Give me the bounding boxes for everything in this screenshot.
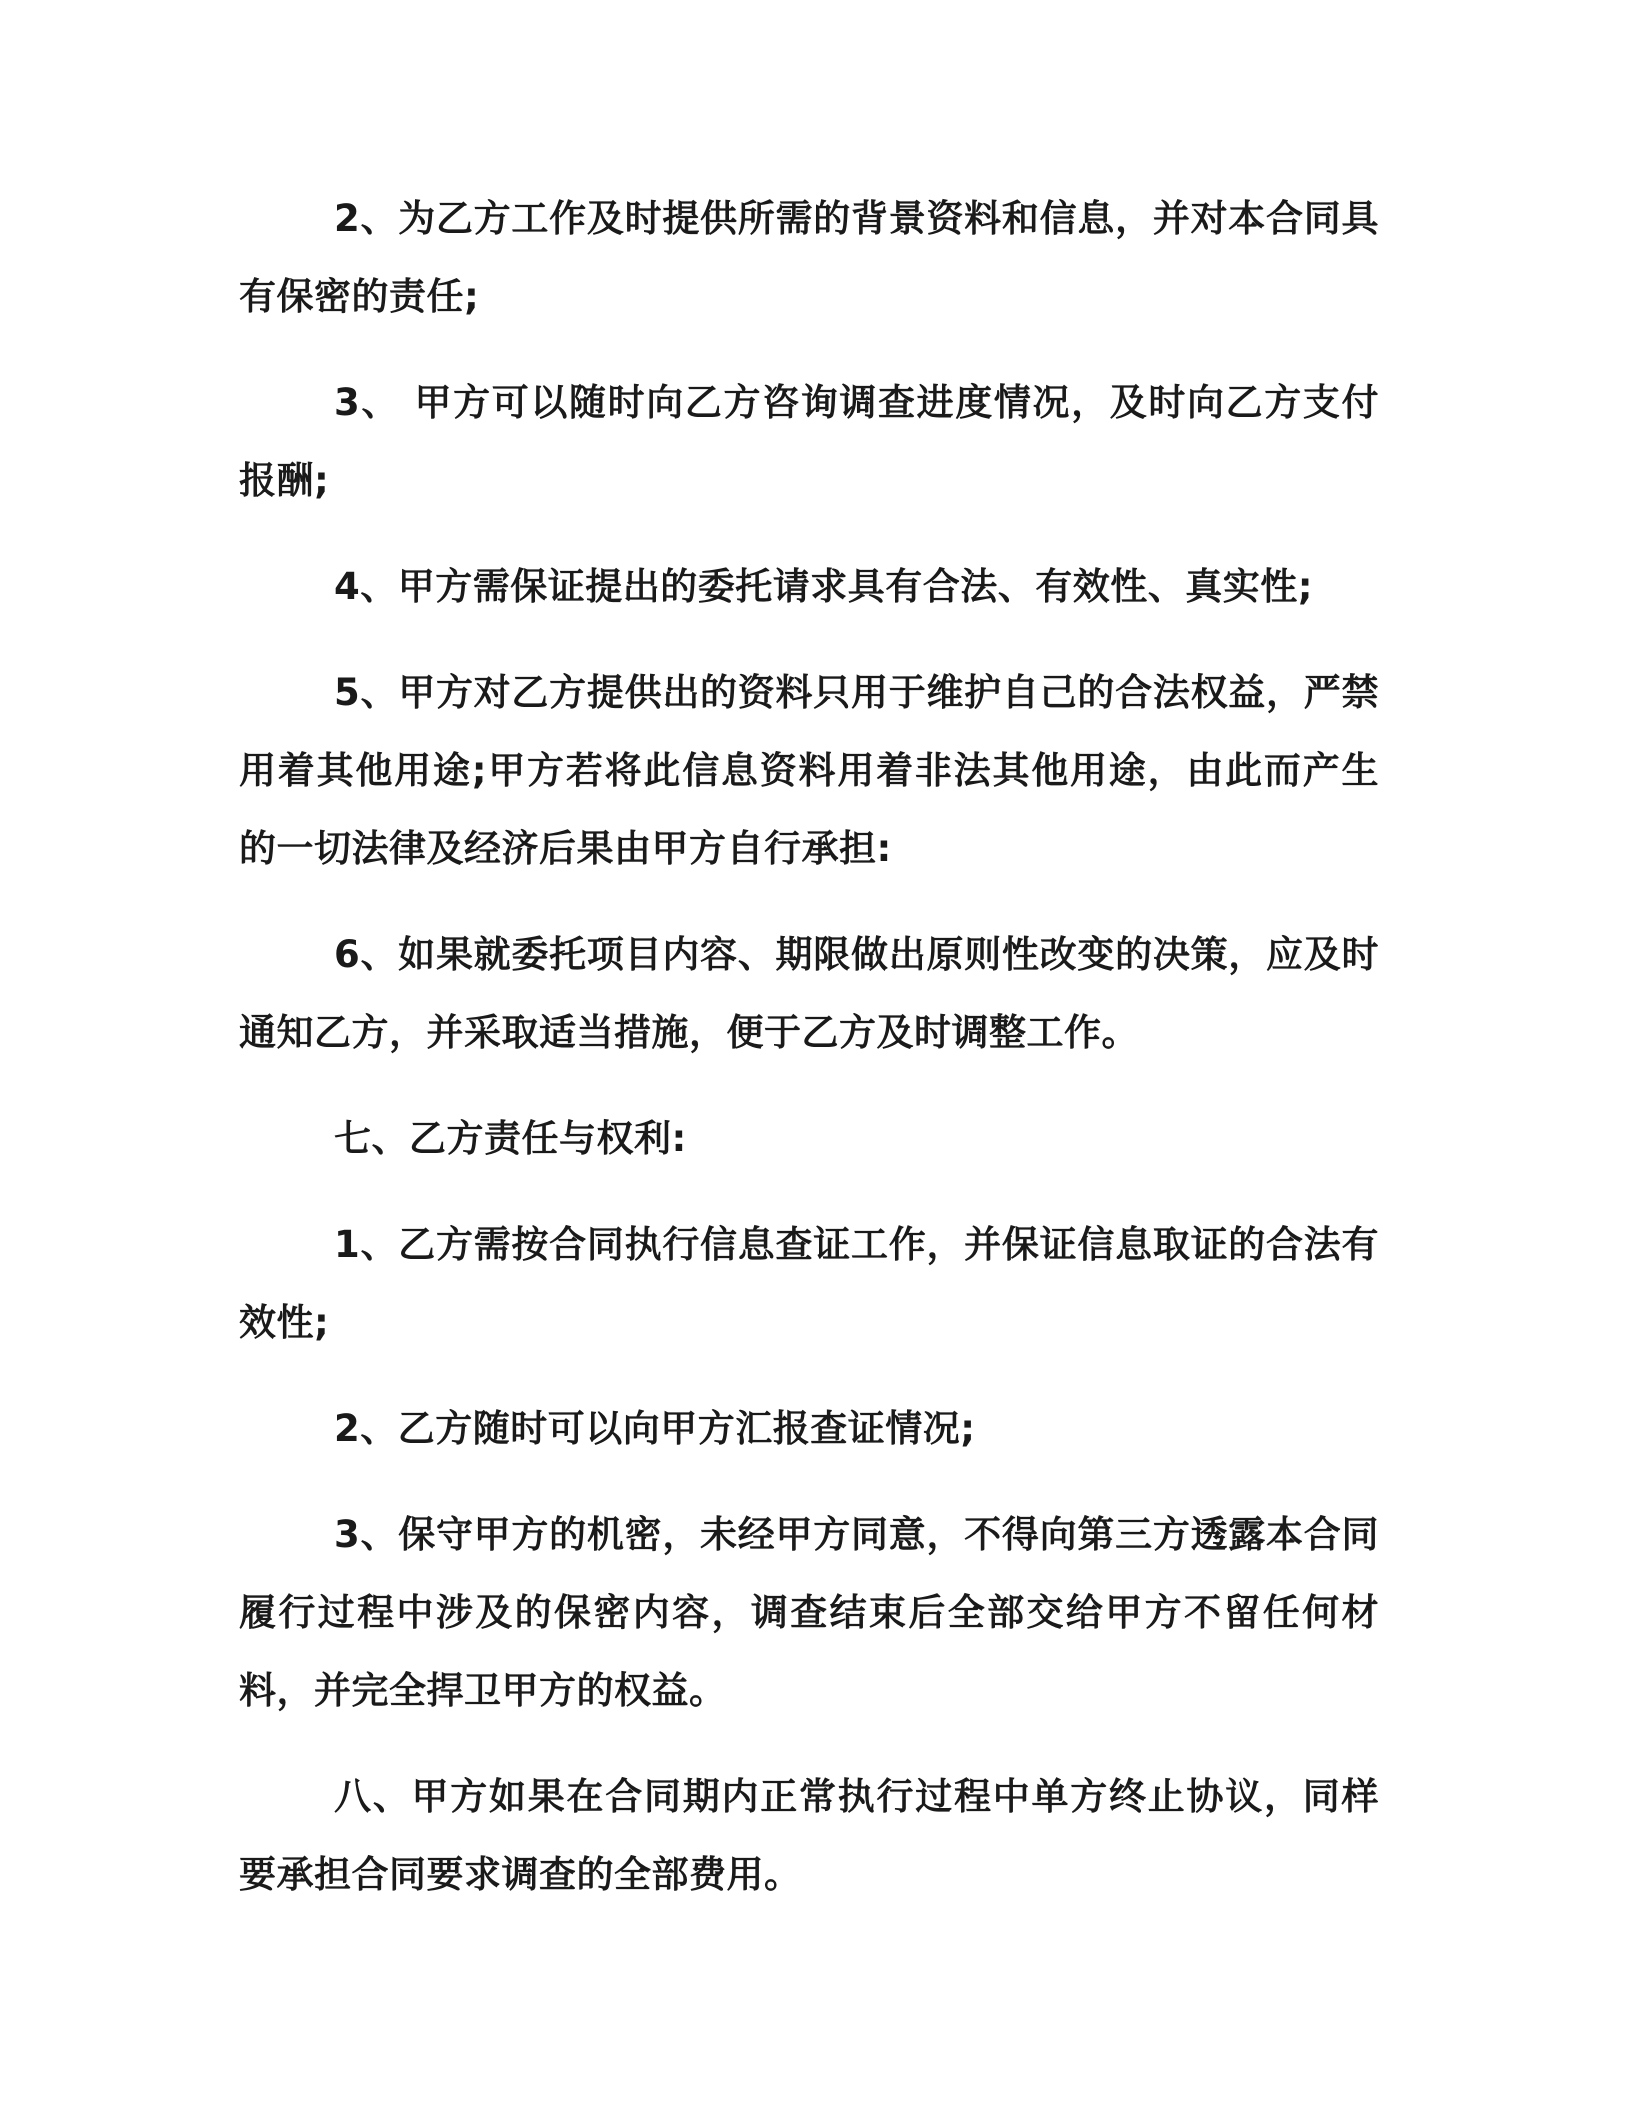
clause-party-a-6: 6、如果就委托项目内容、期限做出原则性改变的决策，应及时通知乙方，并采取适当措施，便于乙方及时调整工作。 xyxy=(239,933,1379,1054)
clause-party-a-5: 5、甲方对乙方提供出的资料只用于维护自己的合法权益，严禁用着其他用途;甲方若将此信息资料用着非法其他用途，由此而产生的一切法律及经济后果由甲方自行承担: xyxy=(239,671,1379,870)
document-body xyxy=(239,180,1379,1942)
section-heading-party-b: 七、乙方责任与权利: xyxy=(334,1117,687,1160)
clause-party-b-3: 3、保守甲方的机密，未经甲方同意，不得向第三方透露本合同履行过程中涉及的保密内容，调查结束后全部交给甲方不留任何材料，并完全捍卫甲方的权益。 xyxy=(239,1513,1379,1712)
section-termination: 八、甲方如果在合同期内正常执行过程中单方终止协议，同样要承担合同要求调查的全部费用。 xyxy=(239,1775,1379,1896)
clause-party-a-4: 4、甲方需保证提出的委托请求具有合法、有效性、真实性; xyxy=(334,565,1314,608)
clause-party-b-2: 2、乙方随时可以向甲方汇报查证情况; xyxy=(334,1407,976,1450)
clause-party-b-1: 1、乙方需按合同执行信息查证工作，并保证信息取证的合法有效性; xyxy=(239,1223,1379,1344)
clause-party-a-3: 3、 甲方可以随时向乙方咨询调查进度情况，及时向乙方支付报酬; xyxy=(239,381,1379,502)
clause-party-a-2: 2、为乙方工作及时提供所需的背景资料和信息，并对本合同具有保密的责任; xyxy=(239,197,1379,318)
